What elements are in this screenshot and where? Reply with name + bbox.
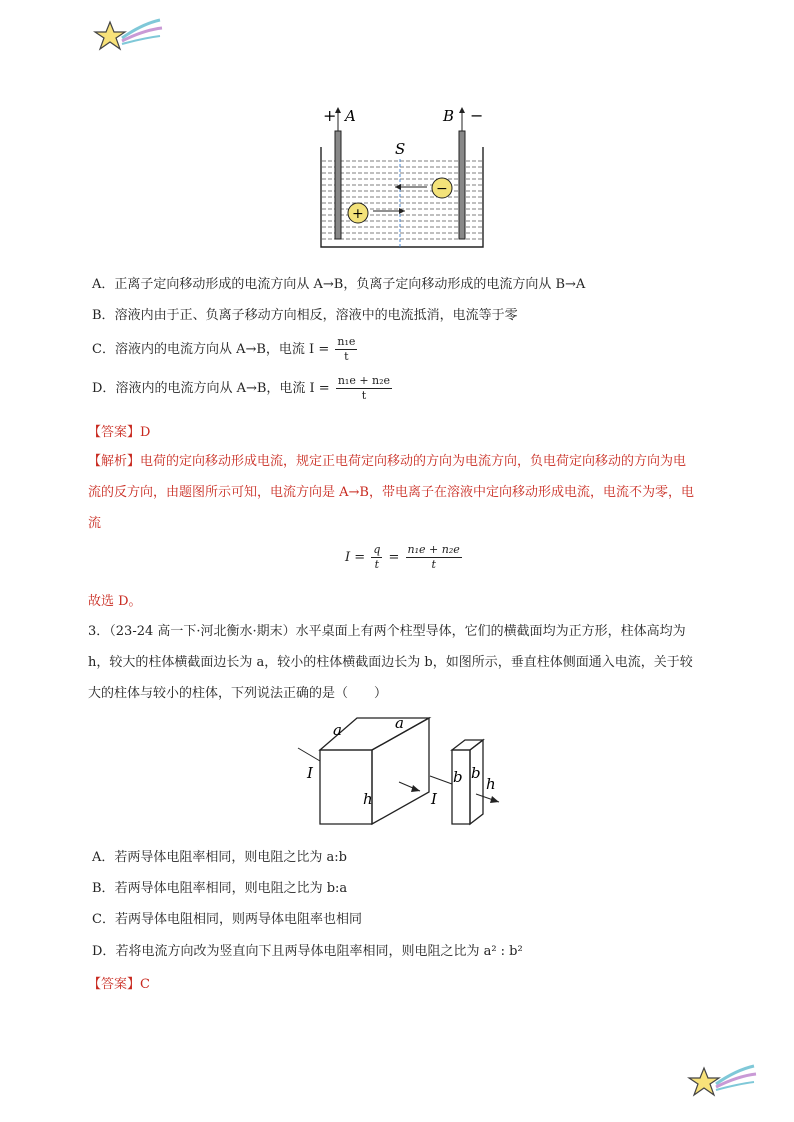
option-a[interactable] [92,273,585,292]
option-d[interactable] [92,374,394,403]
minus-label: − [470,106,484,125]
analysis-line: 【解析】电荷的定向移动形成电流，规定正电荷定向移动的方向为电流方向，负电荷定向移动的方向为电 [88,454,687,469]
fraction: $\frac{\text{n₁e + n₂e}}{t}$ [337,374,391,402]
shooting-star-icon [92,14,164,56]
label-h: h [486,775,496,793]
label-b: b [471,764,481,782]
question-line: 大的柱体与较小的柱体，下列说法正确的是（ ） [88,686,388,701]
option-d[interactable] [92,940,523,959]
answer-q2: 【答案】D [88,425,151,440]
positive-ion-label: + [352,206,364,222]
option-text: 溶液内的电流方向从 A→B，电流 I = [114,342,330,357]
label-a: a [333,721,342,739]
option-b[interactable] [92,304,518,323]
option-letter: A． [92,850,115,865]
label-S: S [395,140,406,158]
option-letter: C． [92,342,115,357]
option-c[interactable] [92,908,362,927]
fraction: $\frac{\text{n₁e}}{t}$ [337,335,356,363]
question-line: h，较大的柱体横截面边长为 a，较小的柱体横截面边长为 b，如图所示，垂直柱体侧面通入电流，关于较 [88,655,693,670]
option-letter: B． [92,881,115,896]
option-text: 正离子定向移动形成的电流方向从 A→B，负离子定向移动形成的电流方向从 B→A [114,277,586,292]
label-h: h [363,790,373,808]
analysis-q2 [88,446,728,539]
option-text: 溶液内由于正、负离子移动方向相反，溶液中的电流抵消，电流等于零 [114,308,518,323]
formula-current: I = $\frac{q}{t}$ = $\frac{\text{n₁e + n₂e}}{t}$ [345,543,460,571]
label-a: a [395,714,404,732]
option-c[interactable] [92,335,359,364]
negative-ion-label: − [436,181,448,197]
option-text: 溶液内的电流方向从 A→B，电流 I = [115,381,330,396]
question-line: 3．（23-24 高一下·河北衡水·期末）水平桌面上有两个柱型导体，它们的横截面均为正方形，柱体高均为 [88,624,686,639]
label-B: B [443,107,455,125]
conclusion-q2: 故选 D。 [88,594,142,609]
option-letter: D． [92,381,116,396]
option-text: 若两导体电阻率相同，则电阻之比为 a:b [114,850,347,865]
label-A: A [345,107,356,125]
analysis-line: 流 [88,516,102,531]
electrolysis-figure [315,103,490,253]
plus-label: + [323,106,337,125]
option-text: 若两导体电阻率相同，则电阻之比为 b:a [114,881,348,896]
option-b[interactable] [92,877,347,896]
answer-q3: 【答案】C [88,977,150,992]
option-text: 若两导体电阻相同，则两导体电阻率也相同 [114,912,362,927]
option-a[interactable] [92,846,347,865]
option-letter: B． [92,308,115,323]
option-letter: C． [92,912,115,927]
option-text: 若将电流方向改为竖直向下且两导体电阻率相同，则电阻之比为 a² : b² [115,944,523,959]
label-I: I [307,764,313,782]
option-letter: D． [92,944,116,959]
option-letter: A． [92,277,115,292]
question-3 [88,616,728,709]
conductors-figure [295,712,515,834]
shooting-star-icon [686,1060,758,1102]
label-I: I [431,790,437,808]
analysis-line: 流的反方向，由题图所示可知，电流方向是 A→B，带电离子在溶液中定向移动形成电流，电流不为零，电 [88,485,694,500]
label-b: b [453,768,463,786]
